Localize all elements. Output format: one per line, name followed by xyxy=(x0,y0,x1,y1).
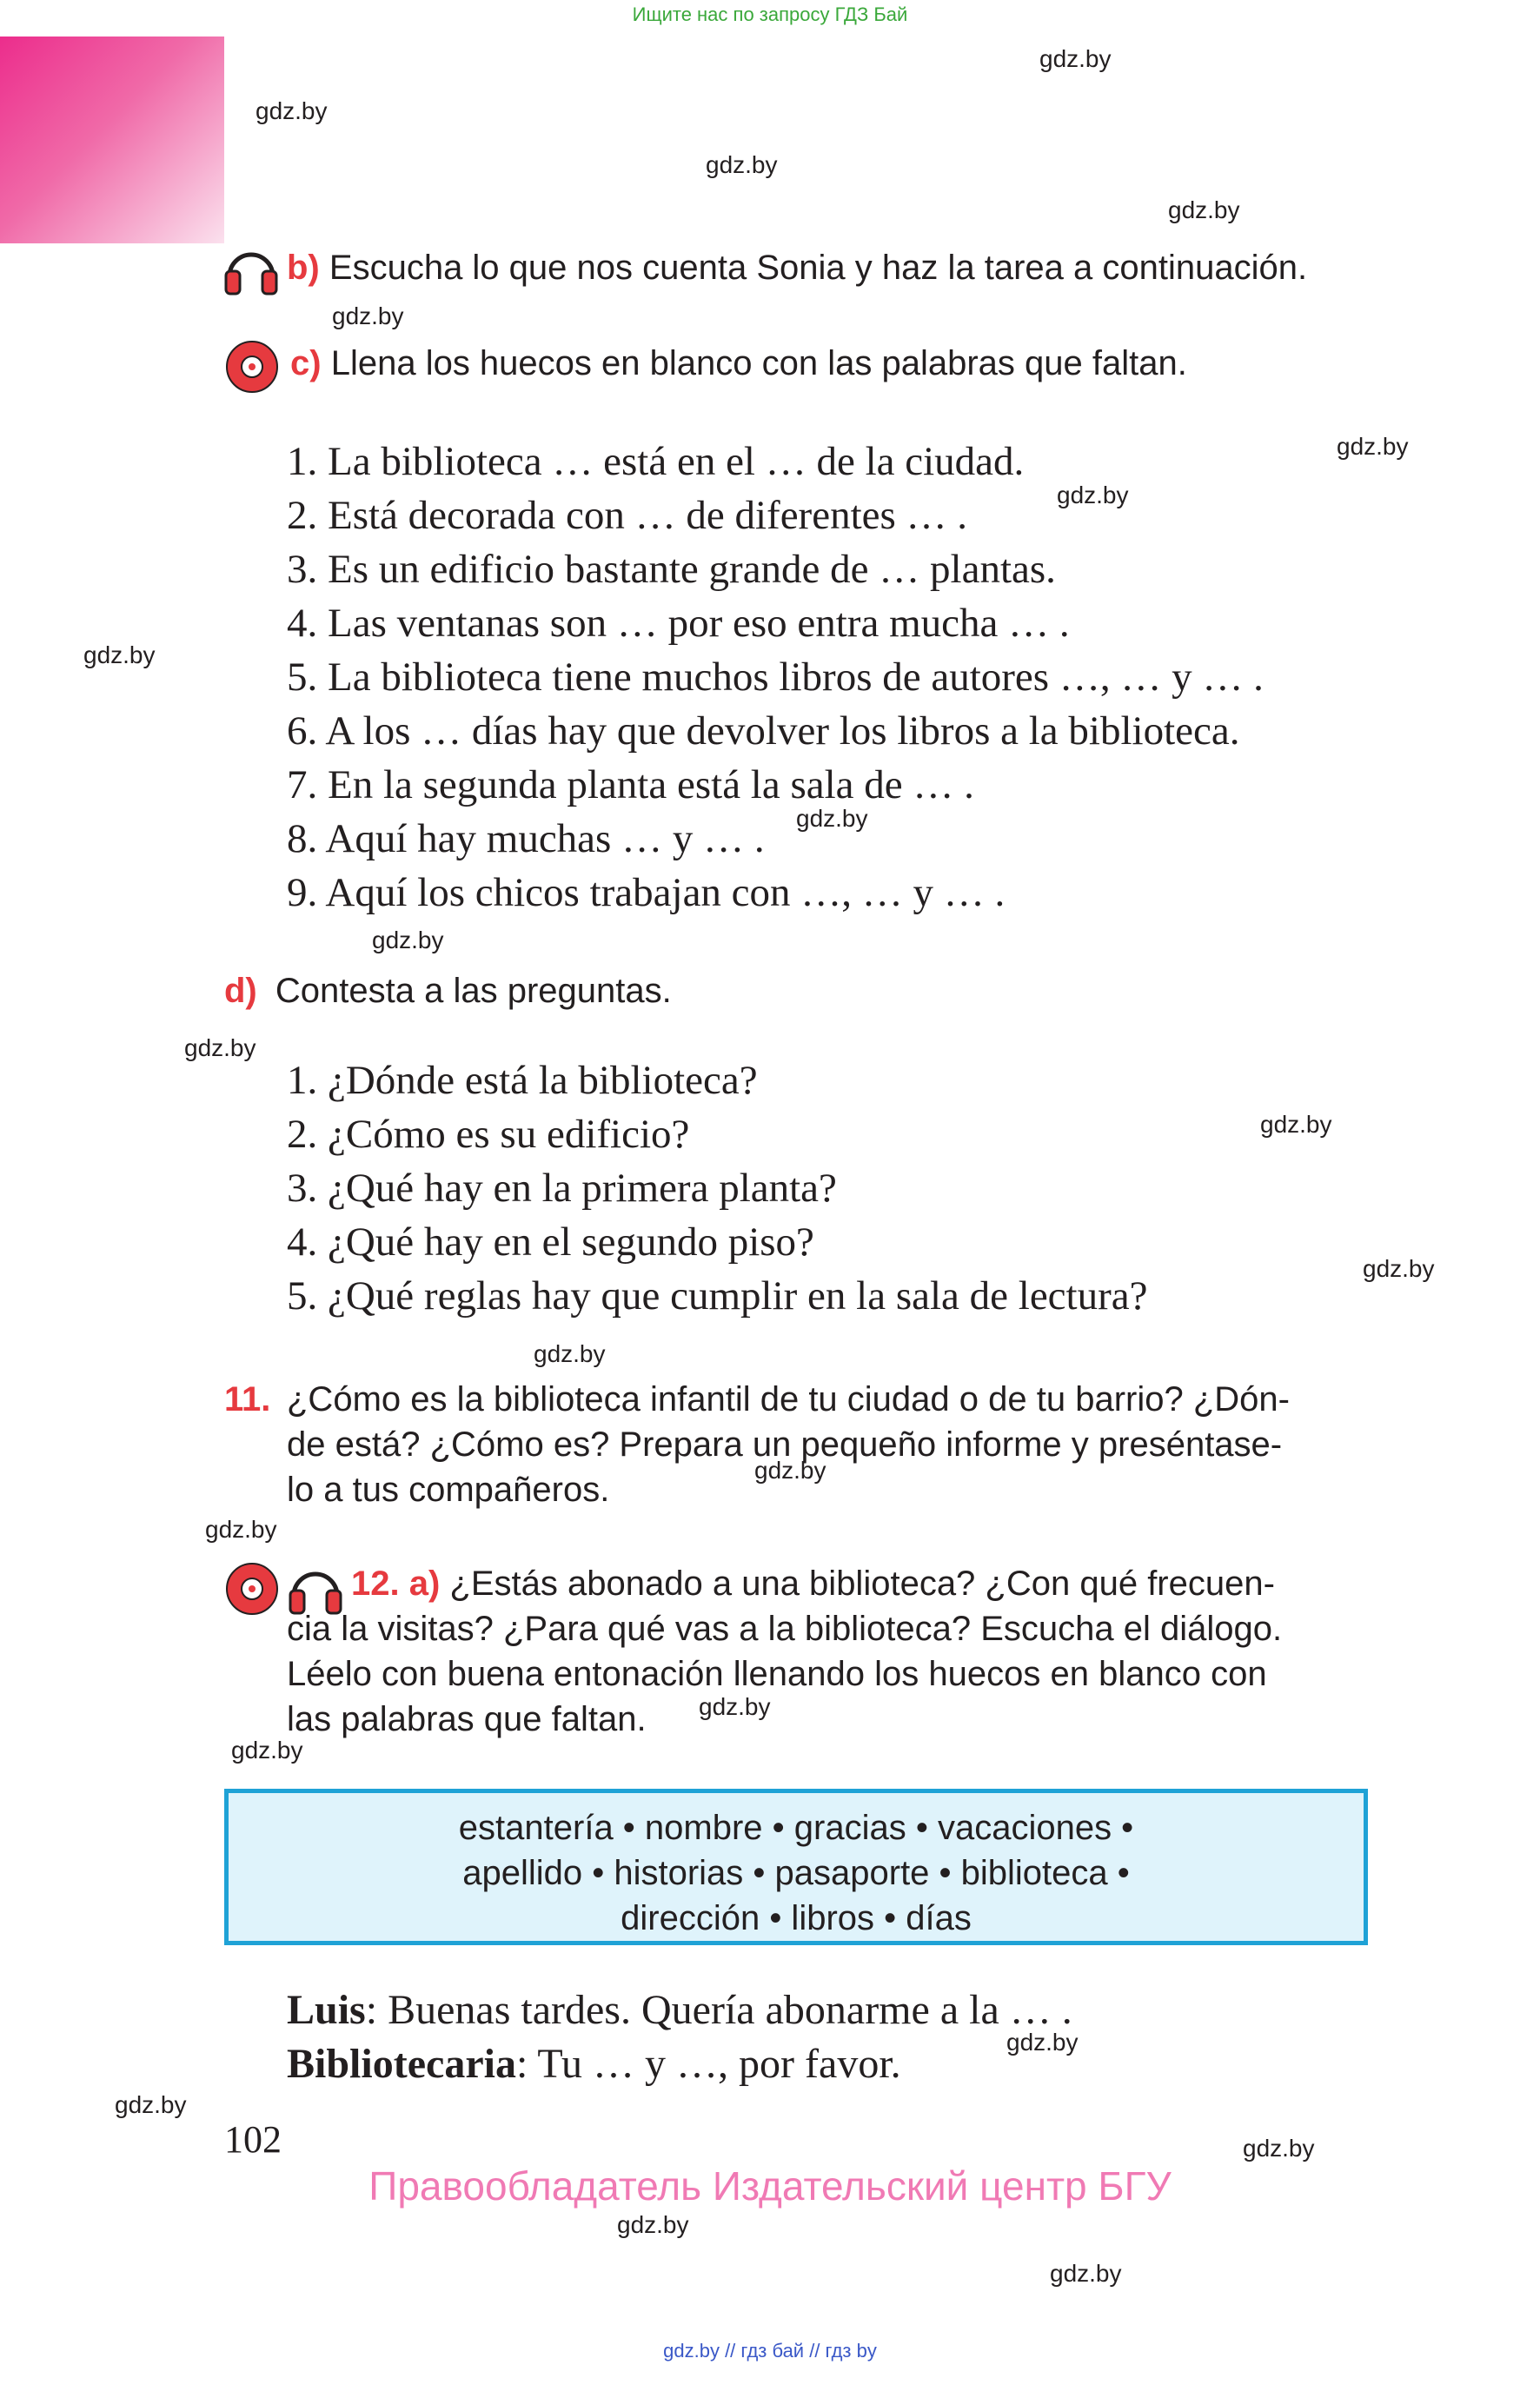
dialog-text: : Buenas tardes. Quería abonarme a la … . xyxy=(365,1987,1072,2033)
exercise-c xyxy=(290,341,1187,386)
text-line: cia la visitas? ¿Para qué vas a la biblioteca? Escucha el diálogo. xyxy=(287,1610,1283,1648)
exercise-11-number: 11. xyxy=(224,1380,271,1418)
list-item: 4. Las ventanas son … por eso entra mucha … . xyxy=(287,601,1070,646)
watermark: gdz.by xyxy=(706,151,778,178)
exercise-b-label: b) xyxy=(287,249,320,287)
watermark: gdz.by xyxy=(1337,433,1409,460)
dialog xyxy=(287,1983,1072,2091)
watermark: gdz.by xyxy=(256,97,328,124)
watermark: gdz.by xyxy=(1050,2260,1122,2287)
exercise-12-text xyxy=(287,1606,1282,1742)
watermark: gdz.by xyxy=(83,641,156,668)
list-item: 1. La biblioteca … está en el … de la ciudad. xyxy=(287,439,1025,484)
exercise-d-label: d) xyxy=(224,972,257,1010)
exercise-d-list xyxy=(287,1053,1147,1323)
exercise-12-number: 12. a) xyxy=(351,1565,441,1603)
watermark: gdz.by xyxy=(115,2091,187,2118)
text-line: ¿Estás abonado a una biblioteca? ¿Con qué frecuen- xyxy=(449,1565,1275,1603)
watermark: gdz.by xyxy=(1039,45,1112,72)
dialog-line xyxy=(287,2037,1072,2091)
copyright-footer: Правообладатель Издательский центр БГУ xyxy=(368,2163,1172,2209)
text-line: Léelo con buena entonación llenando los huecos en blanco con xyxy=(287,1655,1267,1693)
exercise-d xyxy=(224,968,672,1013)
exercise-12-line1 xyxy=(351,1561,1275,1606)
watermark: gdz.by xyxy=(796,805,868,832)
list-item: 9. Aquí los chicos trabajan con …, … y … . xyxy=(287,870,1006,915)
exercise-b-text: Escucha lo que nos cuenta Sonia y haz la tarea a continuación. xyxy=(329,249,1308,287)
list-item: 5. ¿Qué reglas hay que cumplir en la sala de lectura? xyxy=(287,1273,1148,1319)
word-bank-line: estantería • nombre • gracias • vacaciones • xyxy=(458,1809,1134,1847)
word-bank-box xyxy=(224,1789,1368,1945)
list-item: 3. Es un edificio bastante grande de … plantas. xyxy=(287,547,1056,592)
list-item: 8. Aquí hay muchas … y … . xyxy=(287,816,765,861)
exercise-d-text: Contesta a las preguntas. xyxy=(275,972,672,1010)
bottom-links: gdz.by // гдз бай // гдз by xyxy=(663,2340,877,2362)
watermark: gdz.by xyxy=(754,1457,826,1484)
text-line: lo a tus compañeros. xyxy=(287,1471,610,1509)
watermark: gdz.by xyxy=(1243,2135,1315,2162)
text-line: las palabras que faltan. xyxy=(287,1700,647,1738)
exercise-b xyxy=(287,245,1307,290)
watermark: gdz.by xyxy=(1168,196,1240,223)
corner-decoration xyxy=(0,37,224,243)
watermark: gdz.by xyxy=(1260,1111,1332,1138)
watermark: gdz.by xyxy=(332,302,404,329)
watermark: gdz.by xyxy=(534,1340,606,1367)
exercise-c-label: c) xyxy=(290,344,322,382)
watermark: gdz.by xyxy=(231,1737,303,1764)
watermark: gdz.by xyxy=(1363,1255,1435,1282)
dialog-line xyxy=(287,1983,1072,2037)
list-item: 4. ¿Qué hay en el segundo piso? xyxy=(287,1219,814,1265)
watermark: gdz.by xyxy=(1006,2029,1079,2056)
exercise-11-text xyxy=(287,1377,1370,1512)
list-item: 5. La biblioteca tiene muchos libros de autores …, … y … . xyxy=(287,654,1264,700)
page-number: 102 xyxy=(224,2118,282,2161)
word-bank-line: apellido • historias • pasaporte • biblioteca • xyxy=(462,1854,1130,1892)
watermark: gdz.by xyxy=(184,1034,256,1061)
disc-icon xyxy=(224,339,280,399)
exercise-c-text: Llena los huecos en blanco con las palabras que faltan. xyxy=(330,344,1187,382)
text-line: ¿Cómo es la biblioteca infantil de tu ciudad o de tu barrio? ¿Dón- xyxy=(287,1380,1290,1418)
list-item: 7. En la segunda planta está la sala de … . xyxy=(287,762,974,807)
headphones-icon xyxy=(222,242,280,300)
word-bank-line: dirección • libros • días xyxy=(621,1899,972,1937)
dialog-text: : Tu … y …, por favor. xyxy=(515,2041,901,2087)
watermark: gdz.by xyxy=(372,927,444,953)
dialog-speaker: Luis xyxy=(287,1987,366,2033)
list-item: 3. ¿Qué hay en la primera planta? xyxy=(287,1166,837,1211)
list-item: 2. ¿Cómo es su edificio? xyxy=(287,1112,690,1157)
watermark: gdz.by xyxy=(205,1516,277,1543)
watermark: gdz.by xyxy=(699,1693,771,1720)
watermark: gdz.by xyxy=(1057,482,1129,508)
dialog-speaker: Bibliotecaria xyxy=(287,2041,516,2087)
list-item: 6. A los … días hay que devolver los libros a la biblioteca. xyxy=(287,708,1240,754)
exercise-c-list xyxy=(287,435,1264,920)
disc-icon xyxy=(224,1561,280,1621)
text-line: de está? ¿Cómo es? Prepara un pequeño informe y preséntase- xyxy=(287,1425,1283,1464)
list-item: 2. Está decorada con … de diferentes … . xyxy=(287,493,968,538)
top-note: Ищите нас по запросу ГДЗ Бай xyxy=(632,3,908,25)
list-item: 1. ¿Dónde está la biblioteca? xyxy=(287,1058,758,1103)
watermark: gdz.by xyxy=(617,2211,689,2238)
